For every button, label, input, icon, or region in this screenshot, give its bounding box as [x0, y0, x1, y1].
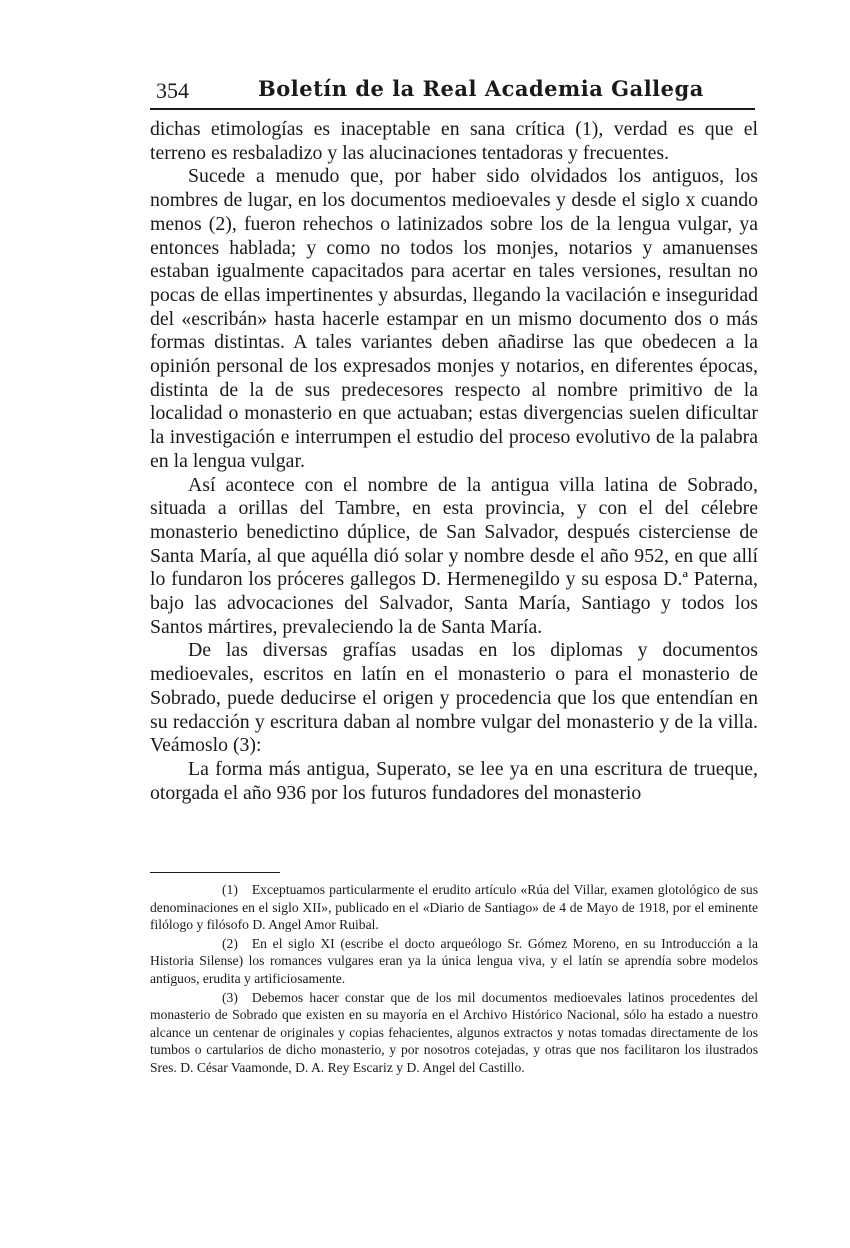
footnote-3-mark: (3) [222, 989, 238, 1005]
paragraph-2: Sucede a menudo que, por haber sido olvidados los antiguos, los nombres de lugar, en los documentos medioevales y desde el siglo x cuando menos (2), fueron rehechos o latinizados sobre los de la lengua vulgar, ya entonces hablada; y como no todos los monjes, notarios y amanuenses estaban igualmente capacitados para acertar en tales versiones, resultan no pocas de ellas impertinentes y absurdas, llegando la vacilación e inseguridad del «escribán» hasta hacerle estampar en un mismo documento dos o más formas distintas. A tales variantes deben añadirse las que obedecen a la opinión personal de los expresados monjes y notarios, en diferentes épocas, distinta de la de sus predecesores respecto al nombre primitivo de la localidad o monasterio en que actuaban; estas divergencias suelen dificultar la investigación e interrumpen el estudio del proceso evolutivo de la palabra en la lengua vulgar. [150, 165, 758, 472]
footnotes [150, 881, 758, 1078]
footnote-2 [150, 935, 758, 988]
paragraph-1: dichas etimologías es inaceptable en sana crítica (1), verdad es que el terreno es resbaladizo y las alucinaciones tentadoras y frecuentes. [150, 118, 758, 164]
footnote-1 [150, 881, 758, 934]
page-number: 354 [156, 78, 189, 103]
footnote-3 [150, 989, 758, 1077]
footnote-1-text: Exceptuamos particularmente el erudito artículo «Rúa del Villar, examen glotológico de sus denominaciones en el siglo XII», publicado en el «Diario de Santiago» de 4 de Mayo de 1918, por el eminente filólogo y filósofo D. Angel Amor Ruibal. [150, 882, 758, 933]
footnote-2-mark: (2) [222, 935, 238, 951]
footnote-divider [150, 872, 280, 873]
running-header [150, 74, 755, 110]
body-text [150, 118, 758, 805]
footnote-1-mark: (1) [222, 882, 238, 897]
paragraph-5: La forma más antigua, Superato, se lee ya en una escritura de trueque, otorgada el año 936 por los futuros fundadores del monasterio [150, 757, 758, 804]
footnote-2-text: En el siglo XI (escribe el docto arqueólogo Sr. Gómez Moreno, en su Introducción a la Historia Silense) los romances vulgares eran ya la única lengua viva, y el latín se aprendía sobre modelos antiguos, erudita y artificiosamente. [150, 935, 758, 986]
footnote-3-text: Debemos hacer constar que de los mil documentos medioevales latinos procedentes del monasterio de Sobrado que existen en su mayoría en el Archivo Histórico Nacional, sólo ha estado a nuestro alcance un centenar de originales y copias fehacientes, algunos extractos y notas tomadas directamente de los tumbos o cartularios de dicho monasterio, y por nosotros cotejadas, y otras que nos facilitaron los ilustrados Sres. D. César Vaamonde, D. A. Rey Escariz y D. Angel del Castillo. [150, 989, 758, 1075]
paragraph-3: Así acontece con el nombre de la antigua villa latina de Sobrado, situada a orillas del Tambre, en esta provincia, y con el del célebre monasterio benedictino dúplice, de San Salvador, después cisterciense de Santa María, al que aquélla dió solar y nombre desde el año 952, en que allí lo fundaron los próceres gallegos D. Hermenegildo y su esposa D.ª Paterna, bajo las advocaciones del Salvador, Santa María, Santiago y todos los Santos mártires, prevaleciendo la de Santa María. [150, 473, 758, 638]
paragraph-4: De las diversas grafías usadas en los diplomas y documentos medioevales, escritos en latín en el monasterio o para el monasterio de Sobrado, puede deducirse el origen y procedencia que los que entendían en su redacción y escritura daban al nombre vulgar del monasterio y de la villa. Veámoslo (3): [150, 639, 758, 757]
journal-title: Boletín de la Real Academia Gallega [258, 76, 704, 101]
